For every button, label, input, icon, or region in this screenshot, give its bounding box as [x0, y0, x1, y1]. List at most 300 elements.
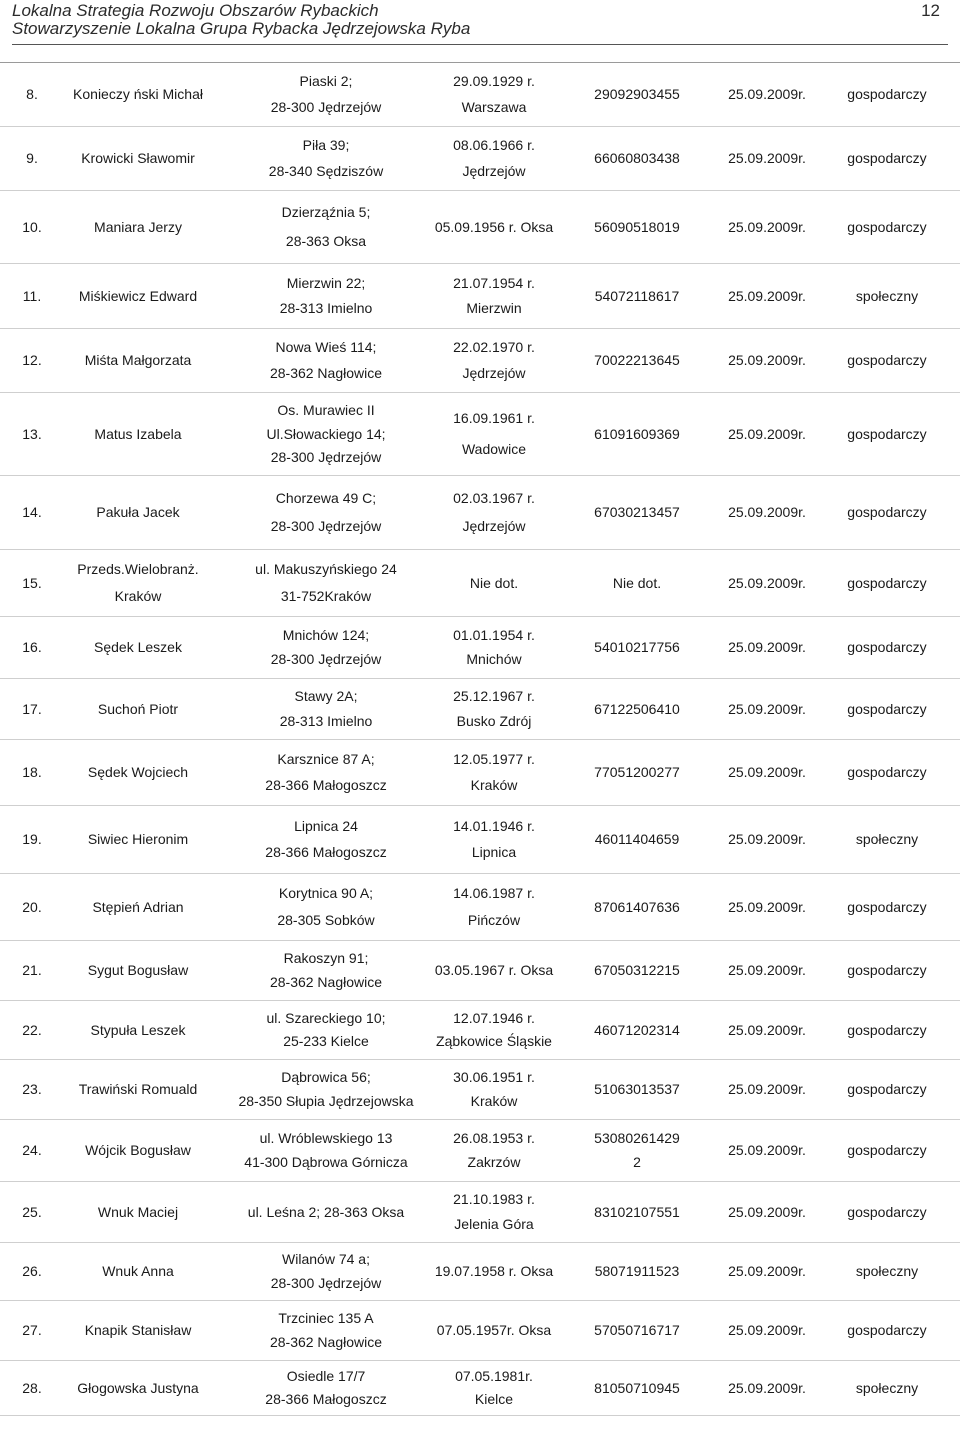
- member-address-line: 28-362 Nagłowice: [269, 974, 383, 990]
- header-title: Lokalna Strategia Rozwoju Obszarów Rybackich: [12, 1, 379, 20]
- member-address: [226, 1243, 426, 1300]
- member-sector: [822, 1361, 952, 1415]
- member-address: [226, 1182, 426, 1242]
- member-join-date: [712, 329, 822, 392]
- row-number: [14, 264, 50, 328]
- table-row: [0, 1181, 960, 1242]
- member-pesel-line: 87061407636: [594, 898, 680, 915]
- member-join-date: [712, 617, 822, 678]
- member-birth-line: 08.06.1966 r.: [453, 137, 535, 154]
- member-name-line: Sędek Wojciech: [87, 764, 189, 780]
- member-sector: [822, 127, 952, 190]
- member-birth-line: 12.07.1946 r.: [453, 1009, 535, 1026]
- member-join-date: [712, 63, 822, 126]
- member-join-date: [712, 679, 822, 739]
- member-join-date-line: 25.09.2009r.: [728, 1379, 806, 1396]
- row-number-line: 27.: [22, 1322, 42, 1338]
- member-sector-line: gospodarczy: [847, 218, 927, 235]
- row-number: [14, 63, 50, 126]
- member-name: [52, 127, 224, 190]
- member-birth-line: Kielce: [474, 1390, 514, 1407]
- member-birth: [428, 941, 560, 1000]
- member-name: [52, 393, 224, 475]
- member-birth: [428, 806, 560, 873]
- row-number: [14, 1182, 50, 1242]
- member-join-date: [712, 740, 822, 805]
- member-address: [226, 941, 426, 1000]
- row-number: [14, 393, 50, 475]
- member-join-date-line: 25.09.2009r.: [728, 764, 806, 780]
- table-row: [0, 1300, 960, 1360]
- member-birth: [428, 1060, 560, 1119]
- member-birth-line: 21.10.1983 r.: [453, 1191, 535, 1208]
- member-sector-line: społeczny: [855, 1263, 919, 1279]
- member-address-line: Piaski 2;: [299, 73, 353, 90]
- member-sector: [822, 617, 952, 678]
- member-birth-line: 21.07.1954 r.: [453, 274, 535, 291]
- member-sector-line: gospodarczy: [847, 962, 927, 978]
- member-birth-line: Ząbkowice Śląskie: [436, 1033, 552, 1050]
- table-row: [0, 739, 960, 805]
- member-name: [52, 874, 224, 940]
- member-pesel-line: 67122506410: [594, 700, 680, 717]
- member-birth-line: Jędrzejów: [462, 518, 526, 535]
- member-join-date: [712, 1301, 822, 1360]
- member-address: [226, 550, 426, 616]
- member-address-line: 28-300 Jędrzejów: [270, 651, 382, 668]
- member-name: [52, 679, 224, 739]
- member-pesel: [562, 476, 712, 549]
- member-birth: [428, 617, 560, 678]
- member-address-line: Nowa Wieś 114;: [275, 339, 377, 356]
- member-join-date: [712, 1001, 822, 1059]
- table-row: [0, 1119, 960, 1181]
- row-number: [14, 476, 50, 549]
- member-join-date-line: 25.09.2009r.: [728, 1142, 806, 1158]
- member-address: [226, 1361, 426, 1415]
- table-row: [0, 1059, 960, 1119]
- row-number-line: 18.: [22, 764, 42, 780]
- row-number: [14, 550, 50, 616]
- member-birth: [428, 1120, 560, 1181]
- member-address-line: 28-300 Jędrzejów: [270, 98, 382, 115]
- member-sector: [822, 1060, 952, 1119]
- member-join-date-line: 25.09.2009r.: [728, 639, 806, 655]
- member-name-line: Maniara Jerzy: [94, 218, 182, 235]
- member-sector: [822, 63, 952, 126]
- member-pesel: [562, 63, 712, 126]
- member-birth-line: 05.09.1956 r. Oksa: [434, 218, 554, 235]
- table-row: [0, 549, 960, 616]
- member-pesel: [562, 1060, 712, 1119]
- member-address-line: Korytnica 90 A;: [278, 885, 374, 902]
- table-row: [0, 873, 960, 940]
- member-address-line: Lipnica 24: [294, 817, 358, 834]
- member-sector: [822, 740, 952, 805]
- member-pesel-line: 83102107551: [594, 1203, 680, 1220]
- row-number-line: 15.: [22, 574, 42, 591]
- row-number-line: 20.: [22, 898, 42, 915]
- row-number: [14, 1301, 50, 1360]
- member-name: [52, 941, 224, 1000]
- member-sector-line: społeczny: [855, 831, 919, 847]
- member-pesel-line: Nie dot.: [612, 574, 662, 591]
- member-name: [52, 1060, 224, 1119]
- member-pesel-line: 67030213457: [594, 504, 680, 520]
- member-address-line: 28-363 Oksa: [285, 232, 367, 249]
- member-birth-line: 14.01.1946 r.: [453, 817, 535, 834]
- member-name-line: Wnuk Anna: [102, 1263, 174, 1279]
- member-birth: [428, 393, 560, 475]
- member-sector-line: gospodarczy: [847, 1142, 927, 1158]
- member-pesel: [562, 679, 712, 739]
- member-birth-line: 16.09.1961 r.: [453, 409, 535, 426]
- row-number: [14, 329, 50, 392]
- row-number: [14, 1120, 50, 1181]
- member-birth-line: Jelenia Góra: [454, 1215, 534, 1232]
- member-birth-line: 30.06.1951 r.: [453, 1069, 535, 1085]
- member-pesel-line: 54072118617: [594, 287, 680, 304]
- member-birth-line: 02.03.1967 r.: [453, 489, 535, 506]
- member-pesel: [562, 941, 712, 1000]
- member-pesel-line: 57050716717: [594, 1322, 680, 1338]
- member-name: [52, 63, 224, 126]
- member-name: [52, 1001, 224, 1059]
- member-address-line: 28-300 Jędrzejów: [270, 518, 382, 535]
- member-address-line: ul. Makuszyńskiego 24: [255, 561, 397, 578]
- member-birth: [428, 264, 560, 328]
- row-number-line: 12.: [22, 352, 42, 368]
- member-join-date: [712, 393, 822, 475]
- member-join-date-line: 25.09.2009r.: [728, 1322, 806, 1338]
- member-join-date: [712, 550, 822, 616]
- member-sector: [822, 874, 952, 940]
- member-sector-line: gospodarczy: [847, 700, 927, 717]
- member-join-date-line: 25.09.2009r.: [728, 1081, 806, 1097]
- row-number: [14, 191, 50, 263]
- row-number-line: 9.: [26, 150, 38, 166]
- table-row: [0, 475, 960, 549]
- member-pesel: [562, 874, 712, 940]
- member-birth-line: 12.05.1977 r.: [453, 751, 535, 767]
- member-name-line: Trawiński Romuald: [78, 1081, 198, 1097]
- member-address-line: Stawy 2A;: [294, 688, 358, 705]
- member-join-date-line: 25.09.2009r.: [728, 1203, 806, 1220]
- member-name: [52, 1301, 224, 1360]
- row-number: [14, 1243, 50, 1300]
- row-number: [14, 874, 50, 940]
- member-birth: [428, 1001, 560, 1059]
- member-birth-line: Kraków: [470, 777, 518, 793]
- member-join-date: [712, 1060, 822, 1119]
- member-pesel-line: 29092903455: [594, 86, 680, 102]
- member-pesel: [562, 1001, 712, 1059]
- row-number-line: 21.: [22, 962, 42, 978]
- member-birth: [428, 476, 560, 549]
- member-name: [52, 806, 224, 873]
- member-pesel-line: 51063013537: [594, 1081, 680, 1097]
- member-join-date-line: 25.09.2009r.: [728, 504, 806, 520]
- member-address: [226, 617, 426, 678]
- member-address: [226, 329, 426, 392]
- member-address-line: ul. Wróblewskiego 13: [259, 1129, 393, 1146]
- member-pesel-line: 66060803438: [594, 150, 680, 166]
- member-address-line: 28-340 Sędziszów: [268, 162, 384, 179]
- member-name: [52, 476, 224, 549]
- member-pesel: [562, 1120, 712, 1181]
- member-join-date-line: 25.09.2009r.: [728, 898, 806, 915]
- table-row: [0, 805, 960, 873]
- member-name-line: Miśta Małgorzata: [84, 352, 192, 368]
- member-sector: [822, 1120, 952, 1181]
- member-address-line: 28-366 Małogoszcz: [265, 1390, 387, 1407]
- member-birth: [428, 550, 560, 616]
- member-join-date: [712, 127, 822, 190]
- member-address-line: Dzierząźnia 5;: [281, 204, 371, 221]
- member-pesel: [562, 329, 712, 392]
- member-name-line: Głogowska Justyna: [77, 1379, 199, 1396]
- table-row: [0, 263, 960, 328]
- member-pesel: [562, 393, 712, 475]
- member-address: [226, 1060, 426, 1119]
- member-birth: [428, 679, 560, 739]
- member-join-date-line: 25.09.2009r.: [728, 831, 806, 847]
- row-number-line: 23.: [22, 1081, 42, 1097]
- row-number-line: 28.: [22, 1379, 42, 1396]
- member-pesel-line: 56090518019: [594, 218, 680, 235]
- member-address-line: Rakoszyn 91;: [283, 950, 369, 966]
- member-name-line: Wójcik Bogusław: [85, 1142, 191, 1158]
- member-birth-line: 29.09.1929 r.: [453, 73, 535, 90]
- member-pesel-line: 58071911523: [594, 1263, 680, 1279]
- member-name-line: Sędek Leszek: [94, 639, 182, 655]
- member-pesel: [562, 740, 712, 805]
- member-birth: [428, 740, 560, 805]
- row-number-line: 10.: [22, 218, 42, 235]
- member-join-date-line: 25.09.2009r.: [728, 150, 806, 166]
- member-join-date-line: 25.09.2009r.: [728, 425, 806, 442]
- member-join-date: [712, 1361, 822, 1415]
- member-pesel: [562, 264, 712, 328]
- member-sector-line: gospodarczy: [847, 86, 927, 102]
- member-address-line: 28-313 Imielno: [279, 300, 373, 317]
- table-row: [0, 190, 960, 263]
- member-sector: [822, 264, 952, 328]
- member-join-date: [712, 1243, 822, 1300]
- member-join-date-line: 25.09.2009r.: [728, 352, 806, 368]
- member-name-line: Knapik Stanisław: [84, 1322, 192, 1338]
- member-birth: [428, 874, 560, 940]
- page-header: [12, 0, 948, 50]
- member-birth-line: Jędrzejów: [462, 162, 526, 179]
- member-address-line: Ul.Słowackiego 14;: [266, 425, 386, 442]
- member-address: [226, 63, 426, 126]
- member-name-line: Wnuk Maciej: [97, 1203, 179, 1220]
- member-sector-line: gospodarczy: [847, 425, 927, 442]
- member-address-line: Wilanów 74 a;: [282, 1251, 370, 1268]
- member-pesel: [562, 1243, 712, 1300]
- member-address-line: ul. Leśna 2; 28-363 Oksa: [247, 1203, 405, 1220]
- member-name-line: Miśkiewicz Edward: [78, 287, 198, 304]
- member-name: [52, 740, 224, 805]
- member-join-date: [712, 476, 822, 549]
- member-address-line: 28-366 Małogoszcz: [265, 844, 387, 861]
- member-pesel: [562, 806, 712, 873]
- member-address: [226, 476, 426, 549]
- row-number-line: 26.: [22, 1263, 42, 1279]
- member-join-date-line: 25.09.2009r.: [728, 287, 806, 304]
- row-number-line: 24.: [22, 1142, 42, 1158]
- member-birth: [428, 1243, 560, 1300]
- member-sector-line: gospodarczy: [847, 1081, 927, 1097]
- member-pesel-line: 81050710945: [594, 1379, 680, 1396]
- row-number: [14, 679, 50, 739]
- member-birth-line: 07.05.1957r. Oksa: [436, 1322, 552, 1338]
- member-join-date-line: 25.09.2009r.: [728, 218, 806, 235]
- member-name: [52, 617, 224, 678]
- member-pesel: [562, 1182, 712, 1242]
- member-name-line: Krowicki Sławomir: [81, 150, 195, 166]
- row-number-line: 11.: [22, 287, 42, 304]
- table-row: [0, 126, 960, 190]
- member-sector-line: gospodarczy: [847, 1203, 927, 1220]
- member-address-line: Dąbrowica 56;: [281, 1069, 371, 1085]
- member-birth: [428, 329, 560, 392]
- member-sector: [822, 476, 952, 549]
- table-row: [0, 1360, 960, 1416]
- member-address-line: 28-350 Słupia Jędrzejowska: [238, 1093, 414, 1109]
- member-address: [226, 1120, 426, 1181]
- member-join-date: [712, 874, 822, 940]
- member-pesel-line: 54010217756: [594, 639, 680, 655]
- member-birth-line: Nie dot.: [469, 574, 519, 591]
- member-address-line: 28-305 Sobków: [277, 911, 375, 928]
- page-number: 12: [921, 1, 940, 20]
- member-birth-line: 22.02.1970 r.: [453, 339, 535, 356]
- member-sector-line: gospodarczy: [847, 764, 927, 780]
- member-birth-line: 26.08.1953 r.: [453, 1129, 535, 1146]
- member-address-line: Mnichów 124;: [282, 626, 370, 643]
- member-address: [226, 1001, 426, 1059]
- member-name-line: Matus Izabela: [94, 425, 182, 442]
- table-row: [0, 62, 960, 126]
- member-birth-line: Wadowice: [461, 441, 527, 458]
- member-address-line: Osiedle 17/7: [286, 1368, 366, 1385]
- header-divider: [12, 44, 948, 45]
- member-birth-line: Lipnica: [471, 844, 517, 861]
- member-address-line: Mierzwin 22;: [286, 274, 366, 291]
- header-subtitle: Stowarzyszenie Lokalna Grupa Rybacka Jędrzejowska Ryba: [12, 19, 471, 38]
- table-row: [0, 616, 960, 678]
- member-birth-line: Mierzwin: [466, 300, 522, 317]
- member-sector-line: gospodarczy: [847, 1021, 927, 1038]
- table-row: [0, 392, 960, 475]
- member-pesel-line: 61091609369: [594, 425, 680, 442]
- member-sector: [822, 329, 952, 392]
- row-number: [14, 1060, 50, 1119]
- member-birth-line: Pińczów: [467, 911, 521, 928]
- member-pesel: [562, 617, 712, 678]
- table-row: [0, 678, 960, 739]
- member-sector: [822, 1243, 952, 1300]
- member-birth-line: Mnichów: [466, 651, 522, 668]
- row-number-line: 13.: [22, 425, 42, 442]
- member-birth-line: Warszawa: [461, 98, 527, 115]
- member-name-line: Kraków: [114, 587, 162, 604]
- member-pesel: [562, 1361, 712, 1415]
- member-join-date-line: 25.09.2009r.: [728, 574, 806, 591]
- table-row: [0, 1000, 960, 1059]
- member-sector: [822, 550, 952, 616]
- member-birth-line: Jędrzejów: [462, 364, 526, 381]
- member-address-line: 28-313 Imielno: [279, 712, 373, 729]
- member-pesel: [562, 1301, 712, 1360]
- member-birth-line: Kraków: [470, 1093, 518, 1109]
- member-birth-line: 19.07.1958 r. Oksa: [434, 1263, 554, 1279]
- member-address: [226, 127, 426, 190]
- row-number-line: 14.: [22, 504, 42, 520]
- member-name: [52, 329, 224, 392]
- member-sector-line: gospodarczy: [847, 574, 927, 591]
- member-pesel: [562, 127, 712, 190]
- member-birth: [428, 1361, 560, 1415]
- members-table: [0, 62, 960, 1416]
- member-address-line: Os. Murawiec II: [277, 401, 375, 418]
- row-number: [14, 1001, 50, 1059]
- member-address: [226, 679, 426, 739]
- table-row: [0, 940, 960, 1000]
- row-number-line: 8.: [26, 86, 38, 102]
- member-address: [226, 393, 426, 475]
- member-sector: [822, 941, 952, 1000]
- row-number-line: 17.: [22, 700, 42, 717]
- member-sector-line: gospodarczy: [847, 898, 927, 915]
- member-birth: [428, 1301, 560, 1360]
- member-pesel: [562, 550, 712, 616]
- member-address: [226, 806, 426, 873]
- member-join-date-line: 25.09.2009r.: [728, 1021, 806, 1038]
- member-name: [52, 191, 224, 263]
- member-name: [52, 1243, 224, 1300]
- member-sector-line: gospodarczy: [847, 639, 927, 655]
- member-name-line: Konieczy ński Michał: [73, 86, 203, 102]
- member-join-date-line: 25.09.2009r.: [728, 700, 806, 717]
- member-address-line: 28-362 Nagłowice: [269, 364, 383, 381]
- member-address-line: 41-300 Dąbrowa Górnicza: [244, 1154, 408, 1171]
- member-name-line: Suchoń Piotr: [97, 700, 179, 717]
- member-address-line: 28-300 Jędrzejów: [270, 449, 382, 466]
- member-pesel-line: 53080261429: [594, 1129, 680, 1146]
- member-sector: [822, 806, 952, 873]
- member-sector-line: gospodarczy: [847, 352, 927, 368]
- member-address-line: Chorzewa 49 C;: [275, 489, 377, 506]
- member-address: [226, 874, 426, 940]
- member-name: [52, 1361, 224, 1415]
- member-address-line: Karsznice 87 A;: [277, 751, 375, 767]
- member-address-line: 31-752Kraków: [280, 587, 372, 604]
- member-address: [226, 264, 426, 328]
- member-birth: [428, 63, 560, 126]
- row-number: [14, 941, 50, 1000]
- row-number: [14, 740, 50, 805]
- member-pesel-line: 70022213645: [594, 352, 680, 368]
- member-address: [226, 1301, 426, 1360]
- member-birth: [428, 191, 560, 263]
- member-pesel-line: 2: [633, 1154, 641, 1171]
- table-row: [0, 1242, 960, 1300]
- member-sector: [822, 1182, 952, 1242]
- row-number-line: 25.: [22, 1203, 42, 1220]
